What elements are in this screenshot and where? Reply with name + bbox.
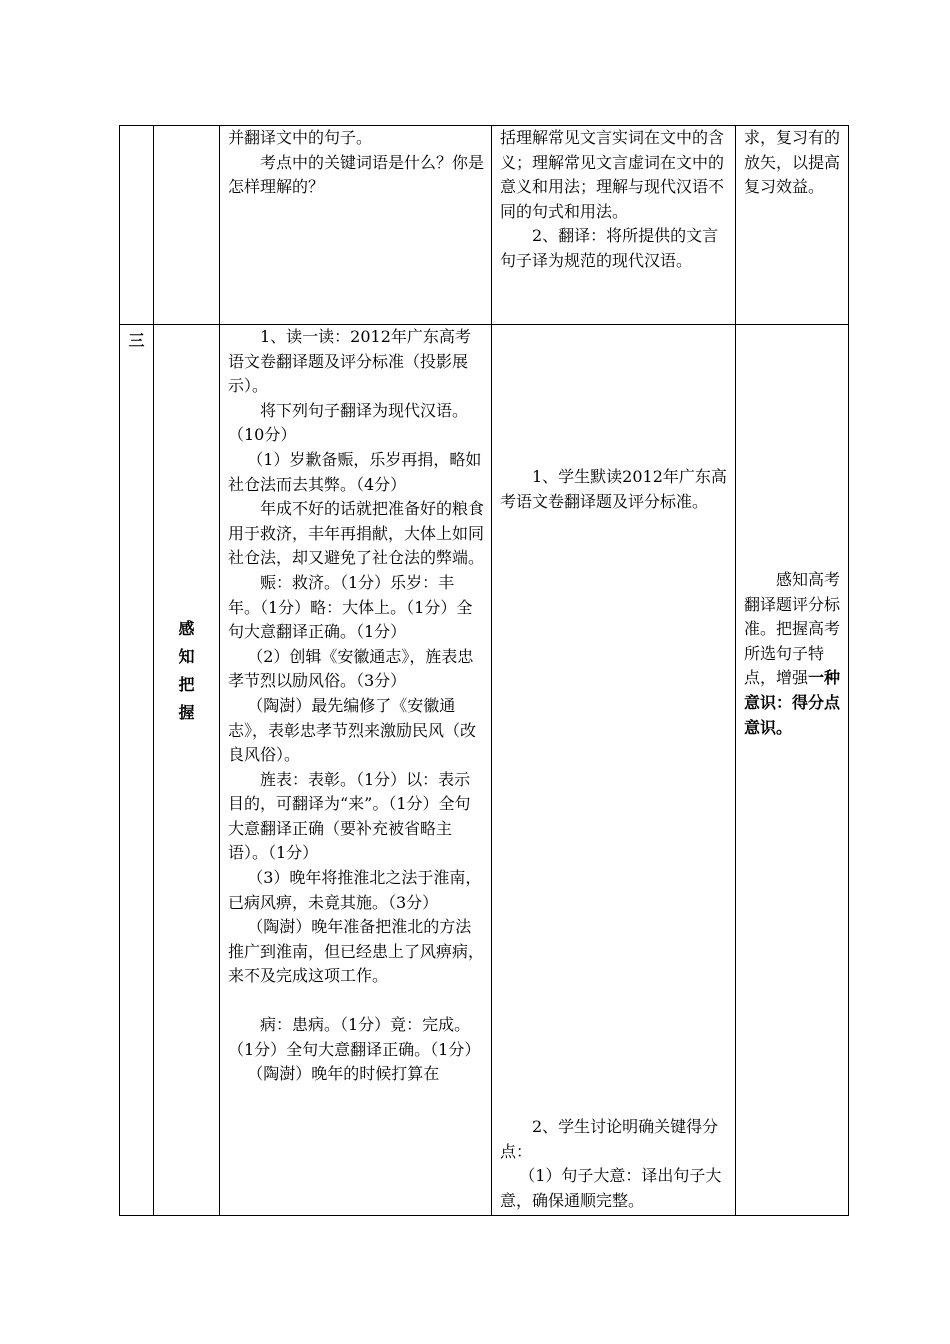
text-line: 年成不好的话就把准备好的粮食用于救济，丰年再捐献，大体上如同社仓法，却又避免了社仓法的弊端。 <box>228 499 485 568</box>
stage-char: 感 <box>178 619 195 638</box>
section-number: 三 <box>128 331 145 350</box>
text-line: （3）晚年将推淮北之法于淮南，已病风痹，未竟其施。（3分） <box>228 868 482 912</box>
text-line: 并翻译文中的句子。 <box>228 128 373 147</box>
intent-text: 感知高考翻译题评分标准。把握高考所选句子特点，增强 <box>744 570 841 688</box>
cell-number <box>120 126 154 325</box>
text-line: 2、翻译：将所提供的文言句子译为规范的现代汉语。 <box>500 226 719 270</box>
stage-char: 握 <box>178 703 195 722</box>
text-line: 旌表：表彰。（1分）以：表示目的，可翻译为“来”。（1分）全句大意翻译正确（要补充被省略主语）。（1分） <box>228 769 471 863</box>
text-line: 2、学生讨论明确关键得分点： <box>500 1117 719 1161</box>
text-line: （陶澍）晚年准备把淮北的方法推广到淮南，但已经患上了风痹病，来不及完成这项工作。 <box>228 917 485 986</box>
text-line <box>744 568 842 740</box>
text-line: （1）岁歉备赈，乐岁再捐，略如社仓法而去其弊。（4分） <box>228 449 482 494</box>
text-line: （陶澍）晚年的时候打算在 <box>247 1064 440 1084</box>
cell-student-activity <box>492 325 736 1216</box>
cell-teacher-activity <box>220 126 492 325</box>
stage-label <box>154 325 219 727</box>
stage-char: 把 <box>178 675 195 694</box>
intent-emphasis: 一种意识：得分点意识。 <box>744 668 841 737</box>
cell-student-activity <box>492 126 736 325</box>
table-row <box>120 126 849 325</box>
text-line: 赈：救济。（1分）乐岁：丰年。（1分）略：大体上。（1分）全句大意翻译正确。（1分） <box>228 572 473 642</box>
cell-design-intent <box>736 325 849 1216</box>
text-line: （陶澍）最先编修了《安徽通志》，表彰忠孝节烈来激励民风（改良风俗）。 <box>228 695 477 765</box>
text-line: 1、读一读：2012年广东高考语文卷翻译题及评分标准（投影展示）。 <box>228 327 471 396</box>
text-line: 将下列句子翻译为现代汉语。（10分） <box>228 400 469 445</box>
stage-char: 知 <box>178 647 195 666</box>
cell-teacher-activity <box>220 325 492 1216</box>
table-row <box>120 325 849 1216</box>
text-line: 求，复习有的放矢，以提高复习效益。 <box>744 128 841 197</box>
text-line: （1）句子大意：译出句子大意，确保通顺完整。 <box>500 1166 722 1210</box>
cell-stage <box>154 325 220 1216</box>
cell-design-intent <box>736 126 849 325</box>
cell-stage <box>154 126 220 325</box>
cell-number <box>120 325 154 1216</box>
text-line: 括理解常见文言实词在文中的含义；理解常见文言虚词在文中的意义和用法；理解与现代汉语不同的句式和用法。 <box>500 128 725 221</box>
text-line: （2）创辑《安徽通志》，旌表忠孝节烈以励风俗。（3分） <box>228 646 474 691</box>
lesson-plan-table <box>119 125 849 1216</box>
text-line: 考点中的关键词语是什么？你是怎样理解的？ <box>228 152 485 197</box>
text-line: 1、学生默读2012年广东高考语文卷翻译题及评分标准。 <box>500 467 727 511</box>
text-line: 病：患病。（1分）竟：完成。（1分）全句大意翻译正确。（1分） <box>228 1015 481 1059</box>
